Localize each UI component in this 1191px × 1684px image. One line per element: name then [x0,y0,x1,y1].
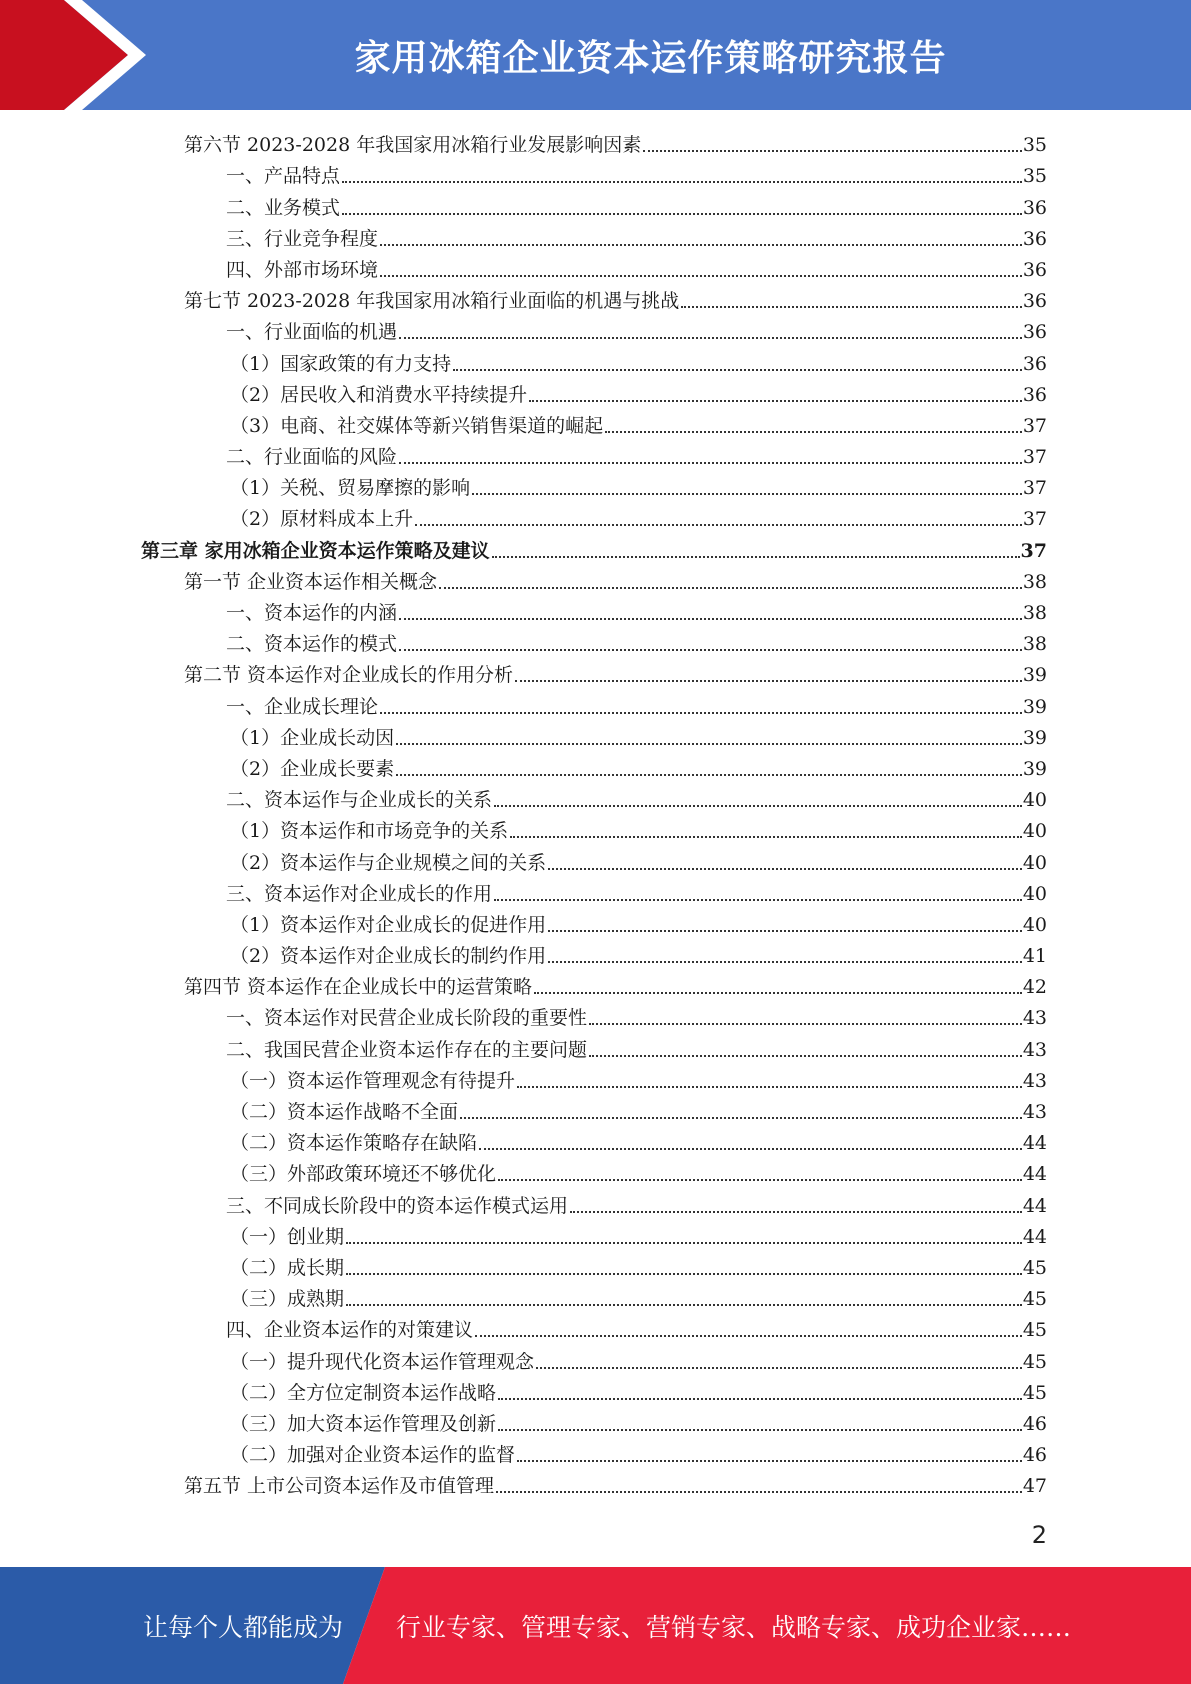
toc-entry-label: （1）资本运作对企业成长的促进作用 [230,913,547,936]
toc-entry[interactable] [0,1469,1191,1500]
toc-entry-page: 38 [1022,570,1047,593]
toc-entry-label: （三）外部政策环境还不够优化 [230,1163,497,1186]
toc-dot-leader [643,150,1022,152]
toc-dot-leader [515,680,1022,682]
toc-dot-leader [510,836,1022,838]
toc-entry[interactable] [0,1376,1191,1407]
toc-entry-label: 二、行业面临的风险 [226,446,398,469]
toc-entry-label: （一）资本运作管理观念有待提升 [230,1069,516,1092]
toc-entry-page: 37 [1020,539,1047,562]
toc-entry-label: 一、资本运作的内涵 [226,602,398,624]
toc-dot-leader [346,1242,1022,1244]
toc-entry-label: （1）国家政策的有力支持 [230,352,452,375]
toc-dot-leader [399,618,1022,620]
toc-entry-label: （1）资本运作和市场竞争的关系 [230,820,509,843]
toc-entry-label: （1）企业成长动因 [230,726,395,749]
toc-entry[interactable] [0,814,1191,845]
toc-entry-page: 37 [1022,414,1047,437]
table-of-contents [0,128,1191,1500]
toc-dot-leader [380,244,1022,246]
toc-dot-leader [498,1429,1022,1431]
toc-entry-label: （一）创业期 [230,1225,345,1248]
toc-dot-leader [494,805,1022,807]
toc-entry-label: （2）居民收入和消费水平持续提升 [230,383,528,406]
toc-entry[interactable] [0,1438,1191,1469]
page-footer [0,1567,1191,1684]
toc-entry-page: 38 [1022,633,1047,656]
toc-entry[interactable] [0,253,1191,284]
toc-entry-label: 一、产品特点 [226,165,341,188]
toc-entry-label: 第四节 资本运作在企业成长中的运营策略 [184,976,533,999]
toc-entry-label: 第六节 2023-2028 年我国家用冰箱行业发展影响因素 [184,134,642,157]
toc-entry-page: 45 [1022,1319,1047,1342]
toc-dot-leader [570,1211,1022,1213]
toc-entry-page: 43 [1022,1007,1047,1030]
toc-entry-page: 36 [1022,290,1047,313]
toc-entry-label: 三、不同成长阶段中的资本运作模式运用 [226,1194,569,1217]
toc-entry[interactable] [0,409,1191,440]
toc-entry[interactable] [0,596,1191,627]
toc-entry[interactable] [0,1282,1191,1313]
toc-entry-page: 40 [1022,789,1047,812]
toc-entry-page: 38 [1022,602,1047,624]
toc-entry-label: （二）资本运作战略不全面 [230,1101,459,1123]
toc-dot-leader [589,1023,1022,1025]
toc-entry[interactable] [0,190,1191,221]
toc-dot-leader [439,587,1022,589]
toc-entry-page: 40 [1022,913,1047,936]
toc-entry-label: 四、企业资本运作的对策建议 [226,1319,474,1342]
toc-entry[interactable] [0,1032,1191,1063]
toc-entry-label: 二、资本运作与企业成长的关系 [226,789,493,812]
footer-slogan-left: 让每个人都能成为 [143,1612,344,1642]
toc-entry-page: 39 [1022,726,1047,749]
toc-entry-label: （二）成长期 [230,1256,345,1279]
toc-entry-page: 39 [1022,695,1047,718]
toc-entry[interactable] [0,471,1191,502]
toc-entry[interactable] [0,1313,1191,1344]
toc-entry-label: （2）资本运作对企业成长的制约作用 [230,945,547,968]
toc-entry-page: 43 [1022,1069,1047,1092]
toc-dot-leader [498,1179,1022,1181]
toc-entry-page: 43 [1022,1038,1047,1061]
toc-entry-page: 40 [1022,882,1047,905]
toc-entry-label: 第三章 家用冰箱企业资本运作策略及建议 [141,539,490,562]
toc-entry-label: 第二节 资本运作对企业成长的作用分析 [184,664,514,687]
toc-entry-page: 47 [1022,1475,1047,1498]
toc-entry-label: （2）资本运作与企业规模之间的关系 [230,851,547,874]
toc-entry[interactable] [0,970,1191,1001]
toc-entry-label: （1）关税、贸易摩擦的影响 [230,477,471,500]
toc-dot-leader [342,181,1022,183]
toc-entry[interactable] [0,1220,1191,1251]
toc-entry-label: （三）加大资本运作管理及创新 [230,1412,497,1435]
toc-entry[interactable] [0,752,1191,783]
toc-entry-label: （3）电商、社交媒体等新兴销售渠道的崛起 [230,414,604,437]
toc-dot-leader [498,1398,1022,1400]
toc-dot-leader [342,213,1022,215]
toc-entry-label: 第七节 2023-2028 年我国家用冰箱行业面临的机遇与挑战 [184,290,680,313]
toc-dot-leader [517,1086,1022,1088]
toc-entry-label: （二）资本运作策略存在缺陷 [230,1132,478,1155]
toc-entry-label: （二）加强对企业资本运作的监督 [230,1444,516,1467]
toc-entry[interactable] [0,1157,1191,1188]
toc-dot-leader [548,930,1022,932]
toc-entry-page: 36 [1022,352,1047,375]
toc-entry-label: 第一节 企业资本运作相关概念 [184,570,438,593]
toc-entry[interactable] [0,284,1191,315]
toc-entry-page: 44 [1022,1225,1047,1248]
toc-entry[interactable] [0,565,1191,596]
toc-dot-leader [605,431,1022,433]
toc-entry[interactable] [0,1188,1191,1219]
toc-entry-label: 一、资本运作对民营企业成长阶段的重要性 [226,1007,588,1030]
toc-entry-page: 36 [1022,258,1047,281]
toc-entry-page: 46 [1022,1412,1047,1435]
toc-entry[interactable] [0,1344,1191,1375]
toc-entry[interactable] [0,533,1191,564]
toc-dot-leader [453,369,1022,371]
red-arrow-decoration [0,0,160,110]
toc-entry[interactable] [0,1064,1191,1095]
toc-entry[interactable] [0,689,1191,720]
toc-entry-label: （三）成熟期 [230,1288,345,1311]
toc-entry[interactable] [0,440,1191,471]
toc-entry[interactable] [0,315,1191,346]
toc-entry-page: 36 [1022,227,1047,250]
toc-dot-leader [548,961,1022,963]
toc-entry[interactable] [0,1251,1191,1282]
toc-entry-page: 46 [1022,1444,1047,1467]
toc-entry-label: 一、企业成长理论 [226,695,379,718]
toc-dot-leader [472,493,1022,495]
toc-entry-page: 39 [1022,757,1047,780]
toc-entry-page: 44 [1022,1163,1047,1186]
toc-entry-page: 40 [1022,851,1047,874]
toc-entry-page: 44 [1022,1194,1047,1217]
footer-slogan-right: 行业专家、管理专家、营销专家、战略专家、成功企业家…… [396,1612,1072,1642]
toc-entry[interactable] [0,128,1191,159]
toc-entry[interactable] [0,627,1191,658]
toc-entry-page: 45 [1022,1350,1047,1373]
toc-entry[interactable] [0,1095,1191,1126]
toc-entry[interactable] [0,346,1191,377]
toc-dot-leader [380,712,1022,714]
toc-entry[interactable] [0,502,1191,533]
toc-entry[interactable] [0,1126,1191,1157]
toc-dot-leader [536,1367,1022,1369]
toc-entry-label: 一、行业面临的机遇 [226,321,398,344]
toc-dot-leader [399,649,1022,651]
toc-dot-leader [380,275,1022,277]
page-number: 2 [1031,1521,1047,1549]
toc-dot-leader [479,1148,1022,1150]
toc-entry-page: 37 [1022,477,1047,500]
toc-entry-label: （二）全方位定制资本运作战略 [230,1381,497,1404]
toc-entry-page: 39 [1022,664,1047,687]
toc-entry-label: 二、业务模式 [226,196,341,219]
toc-dot-leader [517,1460,1022,1462]
toc-entry-page: 43 [1022,1101,1047,1123]
toc-entry[interactable] [0,658,1191,689]
toc-dot-leader [399,462,1022,464]
toc-entry[interactable] [0,877,1191,908]
toc-entry[interactable] [0,222,1191,253]
toc-dot-leader [399,337,1022,339]
toc-entry-page: 37 [1022,446,1047,469]
toc-entry-page: 35 [1022,134,1047,157]
toc-dot-leader [589,1055,1022,1057]
toc-entry-page: 42 [1022,976,1047,999]
toc-entry-page: 36 [1022,196,1047,219]
toc-entry-label: 二、我国民营企业资本运作存在的主要问题 [226,1038,588,1061]
toc-dot-leader [346,1304,1022,1306]
toc-entry-page: 45 [1022,1256,1047,1279]
toc-entry[interactable] [0,908,1191,939]
toc-entry-label: （2）企业成长要素 [230,757,395,780]
toc-entry[interactable] [0,939,1191,970]
toc-entry-page: 35 [1022,165,1047,188]
toc-entry[interactable] [0,1001,1191,1032]
toc-entry-label: （2）原材料成本上升 [230,508,414,531]
toc-entry[interactable] [0,1407,1191,1438]
toc-dot-leader [534,992,1022,994]
toc-entry-page: 41 [1022,945,1047,968]
toc-entry-page: 44 [1022,1132,1047,1155]
toc-entry-label: 三、资本运作对企业成长的作用 [226,882,493,905]
toc-entry[interactable] [0,845,1191,876]
toc-entry-page: 45 [1022,1288,1047,1311]
toc-entry[interactable] [0,378,1191,409]
toc-dot-leader [494,899,1022,901]
toc-dot-leader [346,1273,1022,1275]
toc-dot-leader [396,774,1022,776]
toc-entry-page: 37 [1022,508,1047,531]
toc-entry-label: 三、行业竞争程度 [226,227,379,250]
toc-dot-leader [496,1491,1022,1493]
toc-entry-page: 36 [1022,383,1047,406]
toc-dot-leader [548,868,1022,870]
toc-dot-leader [492,556,1020,558]
toc-entry[interactable] [0,783,1191,814]
toc-dot-leader [529,400,1022,402]
toc-entry-page: 36 [1022,321,1047,344]
toc-dot-leader [415,524,1022,526]
toc-entry-label: 四、外部市场环境 [226,258,379,281]
report-title: 家用冰箱企业资本运作策略研究报告 [354,37,947,79]
toc-dot-leader [460,1117,1022,1119]
page-header [0,0,1191,110]
toc-dot-leader [475,1335,1022,1337]
toc-entry[interactable] [0,721,1191,752]
toc-entry-page: 40 [1022,820,1047,843]
toc-entry-label: （一）提升现代化资本运作管理观念 [230,1350,535,1373]
toc-dot-leader [396,743,1022,745]
toc-entry[interactable] [0,159,1191,190]
toc-entry-label: 第五节 上市公司资本运作及市值管理 [184,1475,495,1498]
toc-entry-page: 45 [1022,1381,1047,1404]
toc-dot-leader [681,306,1022,308]
toc-entry-label: 二、资本运作的模式 [226,633,398,656]
